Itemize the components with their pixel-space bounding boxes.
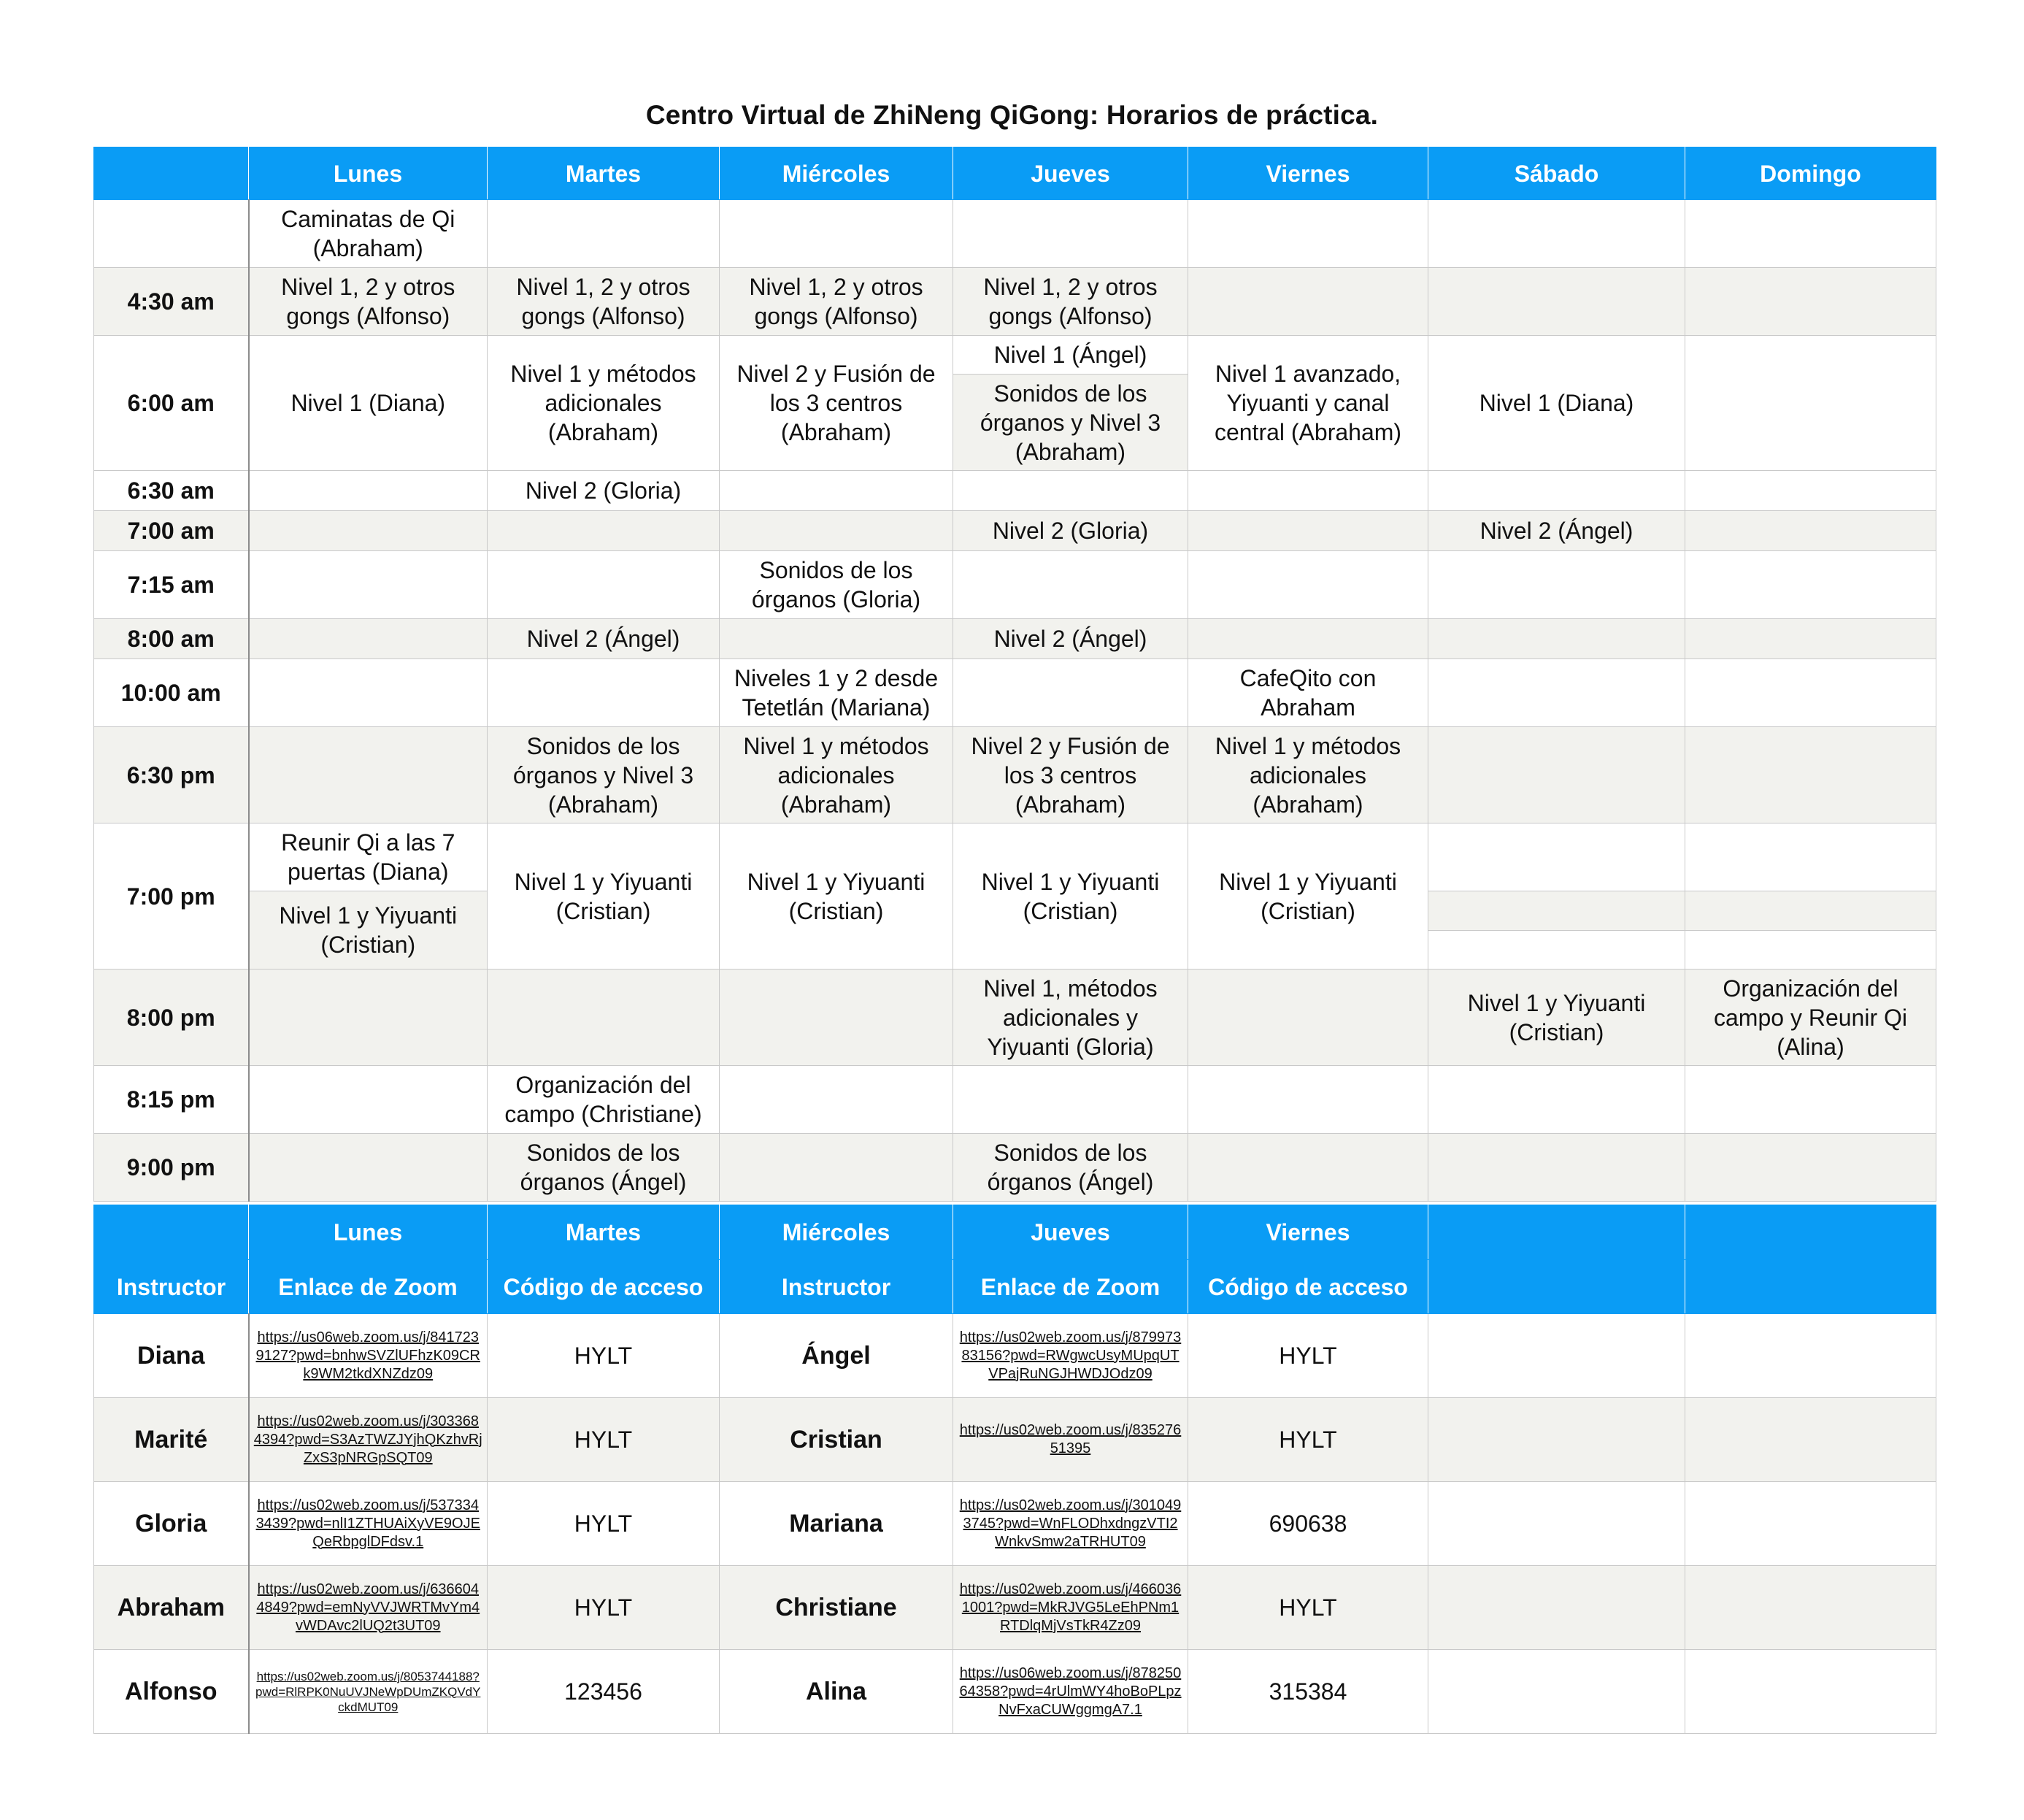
- header-day: Viernes: [1188, 1205, 1428, 1260]
- empty-cell: [1188, 619, 1428, 659]
- empty-cell: [953, 471, 1188, 511]
- header-day: Martes: [488, 1205, 720, 1260]
- zoom-link[interactable]: https://us02web.zoom.us/j/8053744188?pwd=RlRPK0NuUVJNeWpDUmZKQVdYckdMUT09: [249, 1650, 488, 1734]
- zoom-link[interactable]: https://us02web.zoom.us/j/4660361001?pwd=MkRJVG5LeEhPNm1RTDlqMjVsTkR4Zz09: [953, 1566, 1188, 1650]
- class-cell: Nivel 2 (Ángel): [1428, 511, 1685, 551]
- time-cell: 7:00 pm: [94, 823, 249, 969]
- header-corner: [94, 147, 249, 200]
- class-cell: Nivel 1 (Diana): [249, 336, 488, 471]
- schedule-header-row: [94, 147, 1936, 200]
- empty-cell: [1428, 1134, 1685, 1202]
- empty-cell: [249, 659, 488, 727]
- class-cell: Sonidos de los órganos (Gloria): [720, 551, 953, 619]
- empty-cell: [1428, 1398, 1685, 1482]
- empty-cell: [1685, 1482, 1936, 1566]
- empty-cell: [1188, 551, 1428, 619]
- zoom-link[interactable]: https://us02web.zoom.us/j/6366044849?pwd=emNyVVJWRTMvYm4vWDAvc2lUQ2t3UT09: [249, 1566, 488, 1650]
- empty-cell: [953, 200, 1188, 268]
- empty-cell: [1685, 1398, 1936, 1482]
- empty-cell: [1685, 931, 1936, 969]
- empty-cell: [249, 551, 488, 619]
- schedule-row: [94, 336, 1936, 375]
- schedule-row: [94, 619, 1936, 659]
- schedule-row: [94, 659, 1936, 727]
- class-cell: Niveles 1 y 2 desde Tetetlán (Mariana): [720, 659, 953, 727]
- zoom-link[interactable]: https://us02web.zoom.us/j/87997383156?pwd=RWgwcUsyMUpqUTVPajRuNGJHWDJOdz09: [953, 1314, 1188, 1398]
- empty-cell: [720, 200, 953, 268]
- class-cell: Nivel 1, 2 y otros gongs (Alfonso): [488, 268, 720, 336]
- page-title: Centro Virtual de ZhiNeng QiGong: Horarios de práctica.: [645, 100, 1379, 130]
- empty-cell: [1685, 891, 1936, 931]
- header-day: Jueves: [953, 1205, 1188, 1260]
- access-code: 123456: [488, 1650, 720, 1734]
- class-cell: Caminatas de Qi (Abraham): [249, 200, 488, 268]
- header-blank: [1428, 1205, 1685, 1260]
- empty-cell: [1188, 471, 1428, 511]
- empty-cell: [953, 551, 1188, 619]
- time-cell: 7:00 am: [94, 511, 249, 551]
- col-header-instructor: Instructor: [94, 1260, 249, 1314]
- header-day: Martes: [488, 147, 720, 200]
- empty-cell: [1428, 1566, 1685, 1650]
- header-day: Lunes: [249, 147, 488, 200]
- class-cell: Nivel 2 y Fusión de los 3 centros (Abraham): [720, 336, 953, 471]
- empty-cell: [249, 511, 488, 551]
- zoom-days-row: [94, 1205, 1936, 1260]
- access-code: 690638: [1188, 1482, 1428, 1566]
- empty-cell: [1428, 471, 1685, 511]
- empty-cell: [1428, 200, 1685, 268]
- empty-cell: [720, 619, 953, 659]
- empty-cell: [1685, 1134, 1936, 1202]
- schedule-row: [94, 969, 1936, 1066]
- header-blank: [1685, 1260, 1936, 1314]
- empty-cell: [1685, 511, 1936, 551]
- time-cell: 6:00 am: [94, 336, 249, 471]
- zoom-columns-row: [94, 1260, 1936, 1314]
- instructor-name: Ángel: [720, 1314, 953, 1398]
- class-cell: Sonidos de los órganos (Ángel): [953, 1134, 1188, 1202]
- class-cell: Nivel 1 y Yiyuanti (Cristian): [953, 823, 1188, 969]
- class-cell: CafeQito con Abraham: [1188, 659, 1428, 727]
- empty-cell: [488, 969, 720, 1066]
- instructor-name: Mariana: [720, 1482, 953, 1566]
- empty-cell: [1188, 1134, 1428, 1202]
- header-day: Sábado: [1428, 147, 1685, 200]
- instructor-name: Christiane: [720, 1566, 953, 1650]
- empty-cell: [1428, 1650, 1685, 1734]
- instructor-name: Cristian: [720, 1398, 953, 1482]
- schedule-row: [94, 1134, 1936, 1202]
- class-cell: Nivel 1, métodos adicionales y Yiyuanti (Gloria): [953, 969, 1188, 1066]
- instructor-row: [94, 1482, 1936, 1566]
- empty-cell: [720, 471, 953, 511]
- empty-cell: [1188, 200, 1428, 268]
- header-day: Jueves: [953, 147, 1188, 200]
- empty-cell: [1428, 891, 1685, 931]
- empty-cell: [1685, 659, 1936, 727]
- header-blank: [1685, 1205, 1936, 1260]
- time-cell: 8:00 pm: [94, 969, 249, 1066]
- empty-cell: [1428, 551, 1685, 619]
- empty-cell: [1685, 1650, 1936, 1734]
- schedule-row: [94, 727, 1936, 823]
- empty-cell: [1428, 1314, 1685, 1398]
- class-cell: Nivel 1 y métodos adicionales (Abraham): [1188, 727, 1428, 823]
- empty-cell: [953, 659, 1188, 727]
- time-cell: 10:00 am: [94, 659, 249, 727]
- empty-cell: [1685, 336, 1936, 471]
- access-code: HYLT: [1188, 1566, 1428, 1650]
- empty-cell: [1685, 1066, 1936, 1134]
- empty-cell: [1188, 268, 1428, 336]
- time-cell: 6:30 am: [94, 471, 249, 511]
- instructor-name: Diana: [94, 1314, 249, 1398]
- time-cell: 8:15 pm: [94, 1066, 249, 1134]
- class-cell: Nivel 2 (Ángel): [953, 619, 1188, 659]
- empty-cell: [249, 727, 488, 823]
- header-day: Lunes: [249, 1205, 488, 1260]
- time-cell: 8:00 am: [94, 619, 249, 659]
- col-header-access-code: Código de acceso: [1188, 1260, 1428, 1314]
- header-day: Viernes: [1188, 147, 1428, 200]
- class-cell: Nivel 1 y métodos adicionales (Abraham): [720, 727, 953, 823]
- schedule-row: [94, 471, 1936, 511]
- header-day: Miércoles: [720, 147, 953, 200]
- empty-cell: [1685, 200, 1936, 268]
- empty-cell: [1685, 1314, 1936, 1398]
- instructor-name: Gloria: [94, 1482, 249, 1566]
- zoom-link[interactable]: https://us02web.zoom.us/j/3033684394?pwd=S3AzTWZJYjhQKzhvRjZxS3pNRGpSQT09: [249, 1398, 488, 1482]
- schedule-row: [94, 1066, 1936, 1134]
- empty-cell: [249, 1134, 488, 1202]
- instructor-row: [94, 1314, 1936, 1398]
- zoom-link[interactable]: https://us02web.zoom.us/j/83527651395: [953, 1398, 1188, 1482]
- access-code: HYLT: [1188, 1314, 1428, 1398]
- instructor-row: [94, 1398, 1936, 1482]
- empty-cell: [1428, 823, 1685, 891]
- class-cell: Nivel 2 (Gloria): [488, 471, 720, 511]
- time-cell: 7:15 am: [94, 551, 249, 619]
- zoom-link[interactable]: https://us06web.zoom.us/j/87825064358?pwd=4rUlmWY4hoBoPLpzNvFxaCUWggmgA7.1: [953, 1650, 1188, 1734]
- empty-cell: [1188, 511, 1428, 551]
- class-cell: Nivel 1, 2 y otros gongs (Alfonso): [249, 268, 488, 336]
- schedule-row: [94, 551, 1936, 619]
- instructor-name: Abraham: [94, 1566, 249, 1650]
- class-cell: Nivel 2 y Fusión de los 3 centros (Abraham): [953, 727, 1188, 823]
- empty-cell: [720, 1134, 953, 1202]
- empty-cell: [249, 619, 488, 659]
- class-cell: Sonidos de los órganos (Ángel): [488, 1134, 720, 1202]
- zoom-link[interactable]: https://us02web.zoom.us/j/5373343439?pwd=nlI1ZTHUAiXyVE9OJEQeRbpglDFdsv.1: [249, 1482, 488, 1566]
- empty-cell: [249, 969, 488, 1066]
- class-cell: Nivel 2 (Ángel): [488, 619, 720, 659]
- empty-cell: [1685, 727, 1936, 823]
- class-cell: Nivel 1 avanzado, Yiyuanti y canal central (Abraham): [1188, 336, 1428, 471]
- class-cell: Nivel 1 y Yiyuanti (Cristian): [720, 823, 953, 969]
- instructor-name: Marité: [94, 1398, 249, 1482]
- zoom-link[interactable]: https://us06web.zoom.us/j/8417239127?pwd=bnhwSVZlUFhzK09CRk9WM2tkdXNZdz09: [249, 1314, 488, 1398]
- class-cell: Nivel 1 y Yiyuanti (Cristian): [488, 823, 720, 969]
- schedule-table: [93, 147, 1936, 1202]
- empty-cell: [1685, 823, 1936, 891]
- empty-cell: [488, 551, 720, 619]
- empty-cell: [1188, 1066, 1428, 1134]
- col-header-access-code: Código de acceso: [488, 1260, 720, 1314]
- empty-cell: [1685, 1566, 1936, 1650]
- instructor-name: Alina: [720, 1650, 953, 1734]
- class-cell: Nivel 1 (Diana): [1428, 336, 1685, 471]
- class-cell: Nivel 1, 2 y otros gongs (Alfonso): [720, 268, 953, 336]
- class-cell: Sonidos de los órganos y Nivel 3 (Abraham): [488, 727, 720, 823]
- class-cell: Nivel 1 y métodos adicionales (Abraham): [488, 336, 720, 471]
- empty-cell: [488, 511, 720, 551]
- empty-cell: [249, 1066, 488, 1134]
- empty-cell: [953, 1066, 1188, 1134]
- empty-cell: [1685, 268, 1936, 336]
- schedule-row: [94, 823, 1936, 891]
- empty-cell: [1428, 619, 1685, 659]
- empty-cell: [1685, 471, 1936, 511]
- zoom-table: [93, 1205, 1936, 1734]
- empty-cell: [1428, 1482, 1685, 1566]
- access-code: HYLT: [1188, 1398, 1428, 1482]
- class-cell: Nivel 1 y Yiyuanti (Cristian): [1428, 969, 1685, 1066]
- empty-cell: [1188, 969, 1428, 1066]
- instructor-row: [94, 1650, 1936, 1734]
- class-cell: Organización del campo y Reunir Qi (Alina): [1685, 969, 1936, 1066]
- class-cell: Nivel 2 (Gloria): [953, 511, 1188, 551]
- empty-cell: [720, 1066, 953, 1134]
- class-cell: Reunir Qi a las 7 puertas (Diana): [249, 823, 488, 891]
- header-blank: [1428, 1260, 1685, 1314]
- time-cell: 4:30 am: [94, 268, 249, 336]
- empty-cell: [249, 471, 488, 511]
- class-cell: Nivel 1 y Yiyuanti (Cristian): [1188, 823, 1428, 969]
- empty-cell: [1685, 551, 1936, 619]
- access-code: HYLT: [488, 1566, 720, 1650]
- schedule-row: [94, 200, 1936, 268]
- empty-cell: [720, 511, 953, 551]
- empty-cell: [1428, 659, 1685, 727]
- class-cell: Nivel 1 y Yiyuanti (Cristian): [249, 891, 488, 969]
- instructor-row: [94, 1566, 1936, 1650]
- col-header-zoom-link: Enlace de Zoom: [953, 1260, 1188, 1314]
- instructor-name: Alfonso: [94, 1650, 249, 1734]
- empty-cell: [1685, 619, 1936, 659]
- empty-cell: [1428, 727, 1685, 823]
- empty-cell: [1428, 1066, 1685, 1134]
- empty-cell: [488, 200, 720, 268]
- empty-cell: [1428, 931, 1685, 969]
- col-header-instructor: Instructor: [720, 1260, 953, 1314]
- schedule-row: [94, 511, 1936, 551]
- zoom-link[interactable]: https://us02web.zoom.us/j/3010493745?pwd=WnFLODhxdngzVTI2WnkvSmw2aTRHUT09: [953, 1482, 1188, 1566]
- class-cell: Organización del campo (Christiane): [488, 1066, 720, 1134]
- access-code: HYLT: [488, 1398, 720, 1482]
- empty-cell: [1428, 268, 1685, 336]
- header-corner: [94, 1205, 249, 1260]
- header-day: Domingo: [1685, 147, 1936, 200]
- col-header-zoom-link: Enlace de Zoom: [249, 1260, 488, 1314]
- time-cell: 9:00 pm: [94, 1134, 249, 1202]
- class-cell: Nivel 1, 2 y otros gongs (Alfonso): [953, 268, 1188, 336]
- time-cell: 6:30 pm: [94, 727, 249, 823]
- access-code: HYLT: [488, 1482, 720, 1566]
- header-day: Miércoles: [720, 1205, 953, 1260]
- schedule-row: [94, 268, 1936, 336]
- empty-cell: [488, 659, 720, 727]
- access-code: HYLT: [488, 1314, 720, 1398]
- empty-cell: [720, 969, 953, 1066]
- class-cell: Sonidos de los órganos y Nivel 3 (Abraham): [953, 375, 1188, 471]
- class-cell: Nivel 1 (Ángel): [953, 336, 1188, 375]
- time-cell: [94, 200, 249, 268]
- access-code: 315384: [1188, 1650, 1428, 1734]
